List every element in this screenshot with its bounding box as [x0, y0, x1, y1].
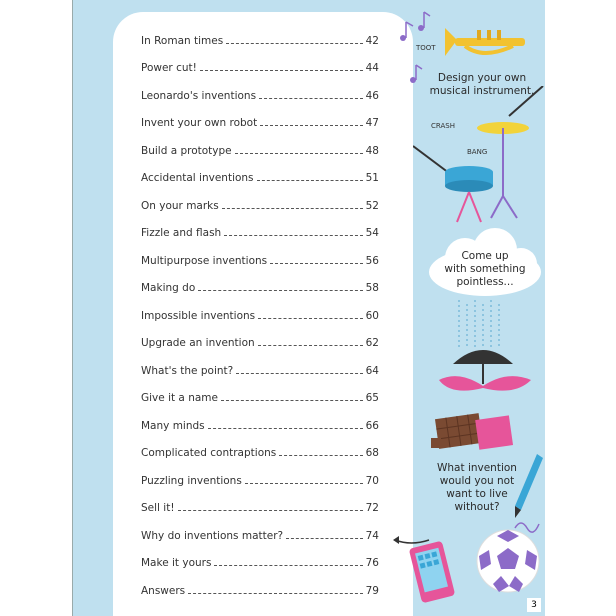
pointless-prompt — [431, 250, 539, 289]
toc-row — [141, 331, 379, 349]
toc-leader-dots — [224, 235, 362, 236]
toc-leader-dots — [258, 318, 362, 319]
table-of-contents — [113, 12, 413, 616]
toc-page-number: 70 — [365, 475, 379, 487]
toc-title: Fizzle and flash — [141, 227, 222, 239]
umbrella-mustache-icon — [435, 340, 545, 400]
toc-page-number: 56 — [365, 255, 379, 267]
toc-page-number: 74 — [365, 530, 379, 542]
toc-row — [141, 496, 379, 514]
page-number: 3 — [527, 598, 541, 612]
toot-sound-label: TOOT — [416, 44, 436, 52]
toc-leader-dots — [208, 428, 363, 429]
toc-leader-dots — [257, 180, 363, 181]
toc-page-number: 68 — [365, 447, 379, 459]
toc-page-number: 72 — [365, 502, 379, 514]
toc-title: Power cut! — [141, 62, 197, 74]
toc-leader-dots — [258, 345, 363, 346]
toc-leader-dots — [245, 483, 363, 484]
book-page — [72, 0, 545, 616]
toc-title: What's the point? — [141, 365, 234, 377]
toc-leader-dots — [259, 98, 363, 99]
toc-title: Sell it! — [141, 502, 175, 514]
smartphone-icon — [409, 540, 463, 606]
invention-question-line: without? — [454, 501, 500, 513]
toc-leader-dots — [235, 153, 363, 154]
toc-page-number: 51 — [365, 172, 379, 184]
toc-title: In Roman times — [141, 35, 224, 47]
pointless-prompt-line: with something — [444, 263, 526, 275]
toc-title: Why do inventions matter? — [141, 530, 284, 542]
toc-leader-dots — [178, 510, 363, 511]
toc-leader-dots — [188, 593, 362, 594]
toc-page-number: 64 — [365, 365, 379, 377]
toc-page-number: 62 — [365, 337, 379, 349]
toc-page-number: 60 — [365, 310, 379, 322]
toc-leader-dots — [200, 70, 363, 71]
toc-row — [141, 551, 379, 569]
toc-row — [141, 194, 379, 212]
pencil-icon — [509, 452, 545, 522]
toc-page-number: 52 — [365, 200, 379, 212]
toc-row — [141, 249, 379, 267]
toc-page-number: 66 — [365, 420, 379, 432]
toc-row — [141, 29, 379, 47]
toc-title: Upgrade an invention — [141, 337, 255, 349]
toc-title: Making do — [141, 282, 196, 294]
toc-row — [141, 276, 379, 294]
toc-page-number: 65 — [365, 392, 379, 404]
toc-page-number: 44 — [365, 62, 379, 74]
toc-leader-dots — [226, 43, 362, 44]
toc-leader-dots — [214, 565, 362, 566]
soccer-ball-icon — [475, 528, 541, 594]
toc-leader-dots — [222, 208, 363, 209]
toc-row — [141, 469, 379, 487]
invention-question-line: would you not — [439, 475, 515, 487]
toc-title: Invent your own robot — [141, 117, 258, 129]
drum-kit-icon — [413, 86, 545, 226]
toc-title: Many minds — [141, 420, 205, 432]
toc-row — [141, 579, 379, 597]
instrument-prompt-line: musical instrument. — [429, 85, 535, 97]
invention-question-line: What invention — [437, 462, 517, 474]
toc-title: On your marks — [141, 200, 219, 212]
pointless-prompt-line: Come up — [461, 250, 509, 262]
toc-title: Leonardo's inventions — [141, 90, 257, 102]
toc-page-number: 47 — [365, 117, 379, 129]
toc-leader-dots — [221, 400, 363, 401]
bang-sound-label: BANG — [467, 148, 488, 156]
toc-row — [141, 221, 379, 239]
toc-row — [141, 386, 379, 404]
toc-row — [141, 111, 379, 129]
chocolate-bar-icon — [431, 412, 517, 452]
toc-page-number: 58 — [365, 282, 379, 294]
toc-row — [141, 304, 379, 322]
toc-page-number: 54 — [365, 227, 379, 239]
toc-leader-dots — [286, 538, 363, 539]
toc-page-number: 48 — [365, 145, 379, 157]
toc-title: Accidental inventions — [141, 172, 254, 184]
toc-page-number: 46 — [365, 90, 379, 102]
toc-row — [141, 56, 379, 74]
toc-row — [141, 139, 379, 157]
music-notes-icon — [395, 8, 435, 48]
pointless-prompt-line: pointless... — [456, 276, 514, 288]
invention-question-line: want to live — [446, 488, 508, 500]
toc-page-number: 76 — [365, 557, 379, 569]
toc-leader-dots — [198, 290, 362, 291]
toc-row — [141, 166, 379, 184]
toc-row — [141, 359, 379, 377]
music-note-icon — [407, 60, 427, 86]
toc-title: Puzzling inventions — [141, 475, 242, 487]
toc-leader-dots — [236, 373, 362, 374]
toc-title: Make it yours — [141, 557, 212, 569]
toc-title: Multipurpose inventions — [141, 255, 268, 267]
toc-title: Answers — [141, 585, 186, 597]
toc-leader-dots — [270, 263, 362, 264]
toc-title: Impossible inventions — [141, 310, 256, 322]
toc-title: Give it a name — [141, 392, 218, 404]
toc-row — [141, 441, 379, 459]
instrument-prompt-line: Design your own — [437, 72, 527, 84]
toc-page-number: 79 — [365, 585, 379, 597]
toc-page-number: 42 — [365, 35, 379, 47]
crash-sound-label: CRASH — [431, 122, 455, 130]
toc-title: Complicated contraptions — [141, 447, 277, 459]
toc-leader-dots — [260, 125, 362, 126]
toc-leader-dots — [279, 455, 362, 456]
trumpet-icon — [443, 22, 545, 66]
toc-row — [141, 414, 379, 432]
toc-title: Build a prototype — [141, 145, 232, 157]
toc-row — [141, 84, 379, 102]
toc-row — [141, 524, 379, 542]
